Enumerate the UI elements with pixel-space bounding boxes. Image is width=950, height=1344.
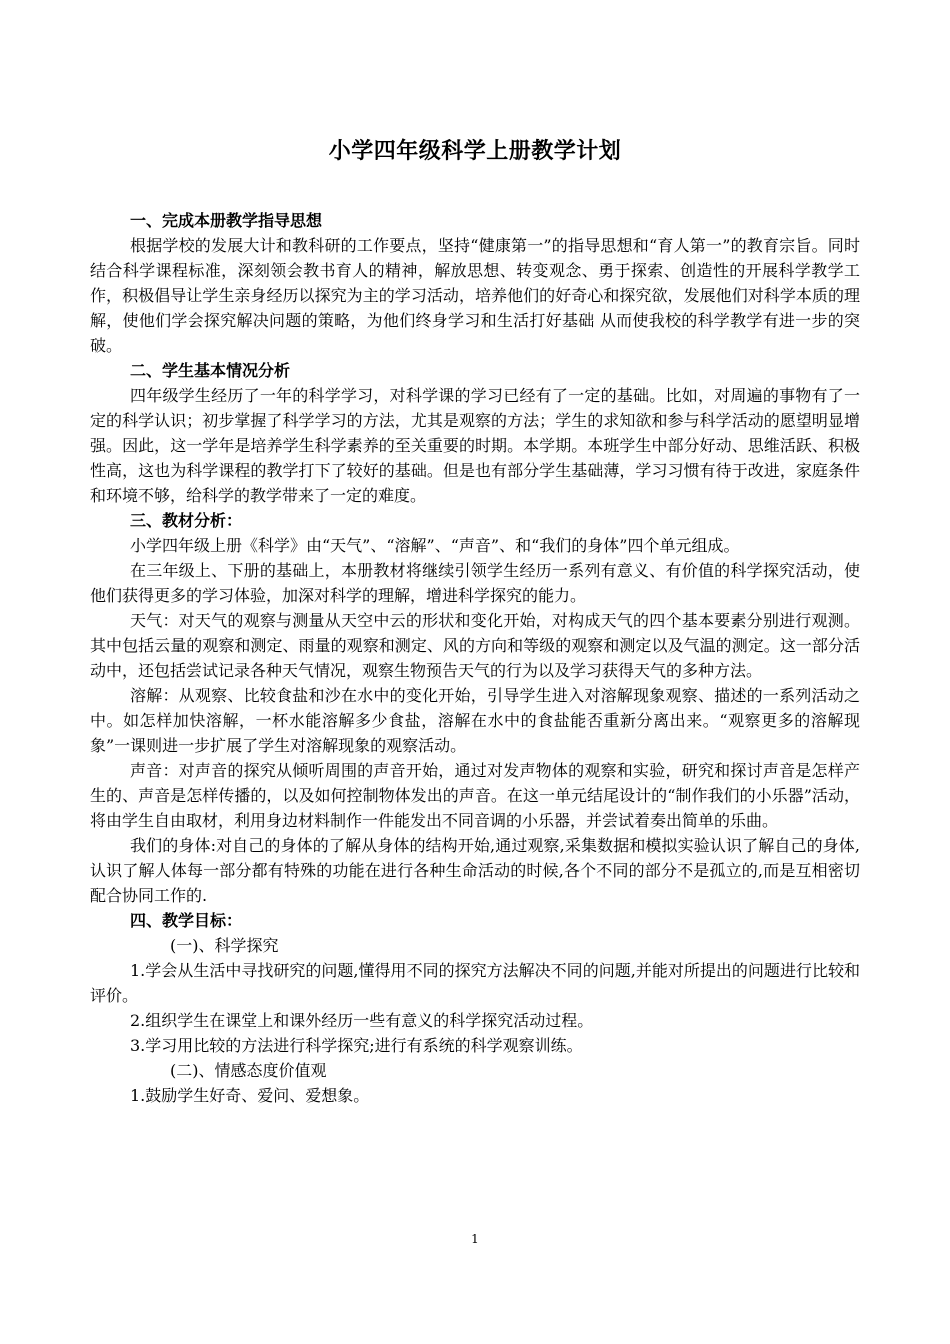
section-heading-1: 一、完成本册教学指导思想 (130, 211, 323, 230)
paragraph-sound: 声音：对声音的探究从倾听周围的声音开始，通过对发声物体的观察和实验，研究和探讨声音是怎样产生的、声音是怎样传播的，以及如何控制物体发出的声音。在这一单元结尾设计的“制作我们的小乐器”活动，将由学生自由取材，利用身边材料制作一件能发出不同音调的小乐器，并尝试着奏出简单的乐曲。 (90, 761, 860, 830)
page-number: 1 (471, 1232, 479, 1246)
paragraph-textbook-basis: 在三年级上、下册的基础上，本册教材将继续引领学生经历一系列有意义、有价值的科学探究活动，使他们获得更多的学习体验，加深对科学的理解，增进科学探究的能力。 (90, 561, 860, 605)
list-item-inquiry-1: 1.学会从生活中寻找研究的问题,懂得用不同的探究方法解决不同的问题,并能对所提出的问题进行比较和评价。 (90, 961, 860, 1005)
subheading-science-inquiry: (一)、科学探究 (170, 936, 279, 955)
paragraph-weather: 天气：对天气的观察与测量从天空中云的形状和变化开始，对构成天气的四个基本要素分别进行观测。其中包括云量的观察和测定、雨量的观察和测定、风的方向和等级的观察和测定以及气温的测定。这一部分活动中，还包括尝试记录各种天气情况，观察生物预告天气的行为以及学习获得天气的多种方法。 (90, 611, 860, 680)
list-item-inquiry-2: 2.组织学生在课堂上和课外经历一些有意义的科学探究活动过程。 (130, 1011, 594, 1030)
section-heading-2: 二、学生基本情况分析 (130, 361, 291, 380)
paragraph-guiding-thought: 根据学校的发展大计和教科研的工作要点，坚持“健康第一”的指导思想和“育人第一”的教育宗旨。同时结合科学课程标准，深刻领会教书育人的精神，解放思想、转变观念、勇于探索、创造性的开展科学教学工作，积极倡导让学生亲身经历以探究为主的学习活动，培养他们的好奇心和探究欲，发展他们对科学本质的理解，使他们学会探究解决问题的策略，为他们终身学习和生活打好基础 从而使我校的科学教学有进一步的突破。 (90, 236, 860, 355)
document-title: 小学四年级科学上册教学计划 (328, 139, 622, 164)
paragraph-our-body: 我们的身体:对自己的身体的了解从身体的结构开始,通过观察,采集数据和模拟实验认识了解自己的身体,认识了解人体每一部分都有特殊的功能在进行各种生命活动的时候,各个不同的部分不是孤立的,而是互相密切配合协同工作的. (90, 836, 860, 905)
section-heading-4: 四、教学目标： (130, 911, 243, 930)
subheading-attitudes-values: (二)、情感态度价值观 (170, 1061, 327, 1080)
list-item-inquiry-3: 3.学习用比较的方法进行科学探究;进行有系统的科学观察训练。 (130, 1036, 583, 1055)
paragraph-dissolving: 溶解：从观察、比较食盐和沙在水中的变化开始，引导学生进入对溶解现象观察、描述的一系列活动之中。如怎样加快溶解，一杯水能溶解多少食盐，溶解在水中的食盐能否重新分离出来。“观察更多的溶解现象”一课则进一步扩展了学生对溶解现象的观察活动。 (90, 686, 860, 755)
section-heading-3: 三、教材分析： (130, 511, 243, 530)
document-body (90, 208, 860, 1108)
list-item-attitudes-1: 1.鼓励学生好奇、爱问、爱想象。 (130, 1086, 370, 1105)
paragraph-student-analysis: 四年级学生经历了一年的科学学习，对科学课的学习已经有了一定的基础。比如，对周遍的事物有了一定的科学认识；初步掌握了科学学习的方法，尤其是观察的方法；学生的求知欲和参与科学活动的愿望明显增强。因此，这一学年是培养学生科学素养的至关重要的时期。本学期。本班学生中部分好动、思维活跃、积极性高，这也为科学课程的教学打下了较好的基础。但是也有部分学生基础薄，学习习惯有待于改进，家庭条件和环境不够，给科学的教学带来了一定的难度。 (90, 386, 860, 505)
paragraph-textbook-units: 小学四年级上册《科学》由“天气”、“溶解”、“声音”、和“我们的身体”四个单元组成。 (130, 536, 740, 555)
